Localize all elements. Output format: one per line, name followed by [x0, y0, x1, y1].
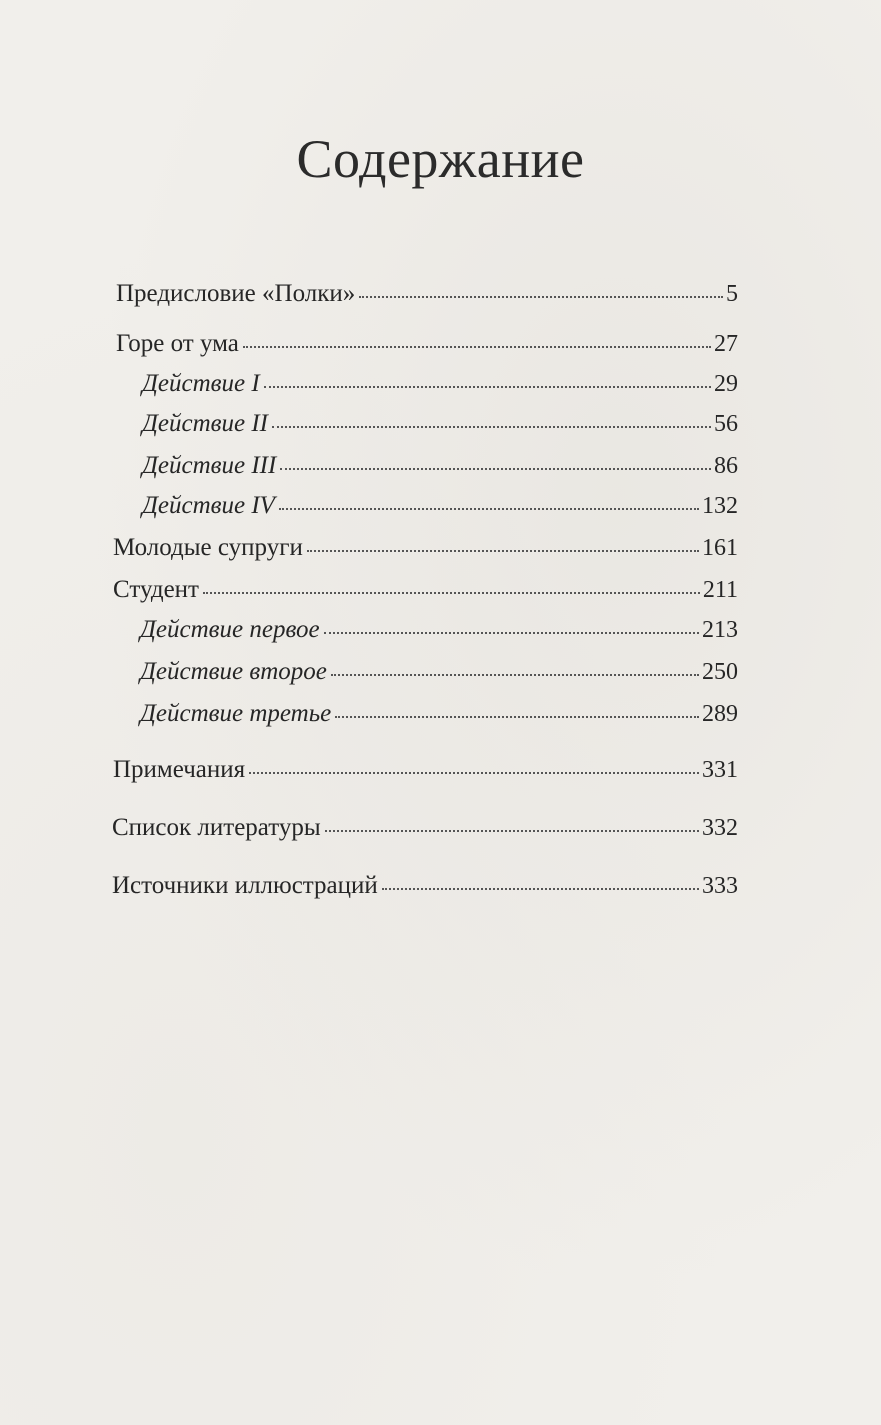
toc-entry-label: Действие I [142, 370, 260, 397]
toc-entry-label: Действие третье [140, 700, 332, 727]
toc-entry-label: Молодые супруги [113, 534, 303, 561]
toc-entry-page-number: 332 [702, 815, 738, 841]
dot-leader [280, 468, 711, 470]
toc-entry-bibliography[interactable] [112, 812, 738, 844]
toc-entry-label: Список литературы [112, 814, 321, 841]
toc-entry-label: Примечания [113, 756, 246, 783]
toc-entry-page-number: 5 [726, 281, 738, 307]
toc-entry-page-number: 213 [702, 617, 738, 643]
dot-leader [279, 508, 699, 510]
toc-entry-page-number: 86 [714, 453, 738, 479]
toc-entry-page-number: 211 [702, 577, 738, 603]
dot-leader [359, 296, 723, 298]
dot-leader [264, 386, 711, 388]
dot-leader [307, 550, 699, 552]
toc-entry-molodye-suprugi[interactable] [113, 532, 738, 564]
toc-entry-page-number: 132 [702, 493, 738, 519]
toc-entry-label: Горе от ума [116, 330, 239, 357]
toc-entry-notes[interactable] [113, 754, 738, 786]
toc-entry-label: Действие III [142, 452, 277, 479]
toc-entry-label: Действие IV [142, 492, 275, 519]
page-title: Содержание [296, 129, 585, 189]
toc-entry-page-number: 29 [714, 371, 738, 397]
toc-entry-act-2[interactable] [142, 408, 738, 440]
dot-leader [331, 674, 699, 676]
toc-entry-page-number: 289 [702, 701, 738, 727]
toc-entry-act-first[interactable] [140, 614, 738, 646]
toc-entry-label: Действие второе [140, 658, 327, 685]
dot-leader [335, 716, 699, 718]
dot-leader [203, 592, 700, 594]
toc-entry-label: Действие II [142, 410, 269, 437]
dot-leader [382, 888, 699, 890]
toc-entry-page-number: 250 [702, 659, 738, 685]
toc-entry-act-4[interactable] [142, 490, 738, 522]
toc-entry-label: Действие первое [140, 616, 320, 643]
toc-entry-page-number: 161 [702, 535, 738, 561]
toc-entry-label: Источники иллюстраций [112, 872, 378, 899]
toc-entry-page-number: 27 [714, 331, 738, 357]
toc-entry-page-number: 56 [714, 411, 738, 437]
toc-entry-act-third[interactable] [140, 698, 738, 730]
toc-entry-label: Студент [113, 576, 199, 603]
toc-entry-gore-ot-uma[interactable] [116, 328, 738, 360]
dot-leader [272, 426, 711, 428]
toc-entry-label: Предисловие «Полки» [116, 280, 356, 307]
toc-entry-page-number: 333 [702, 873, 738, 899]
dot-leader [249, 772, 699, 774]
toc-entry-student[interactable] [113, 574, 738, 606]
dot-leader [243, 346, 711, 348]
dot-leader [324, 632, 699, 634]
toc-entry-act-second[interactable] [140, 656, 738, 688]
dot-leader [325, 830, 699, 832]
toc-entry-foreword[interactable] [116, 278, 738, 310]
toc-entry-page-number: 331 [702, 757, 738, 783]
toc-entry-act-1[interactable] [142, 368, 738, 400]
toc-entry-illustration-sources[interactable] [112, 870, 738, 902]
toc-entry-act-3[interactable] [142, 450, 738, 482]
